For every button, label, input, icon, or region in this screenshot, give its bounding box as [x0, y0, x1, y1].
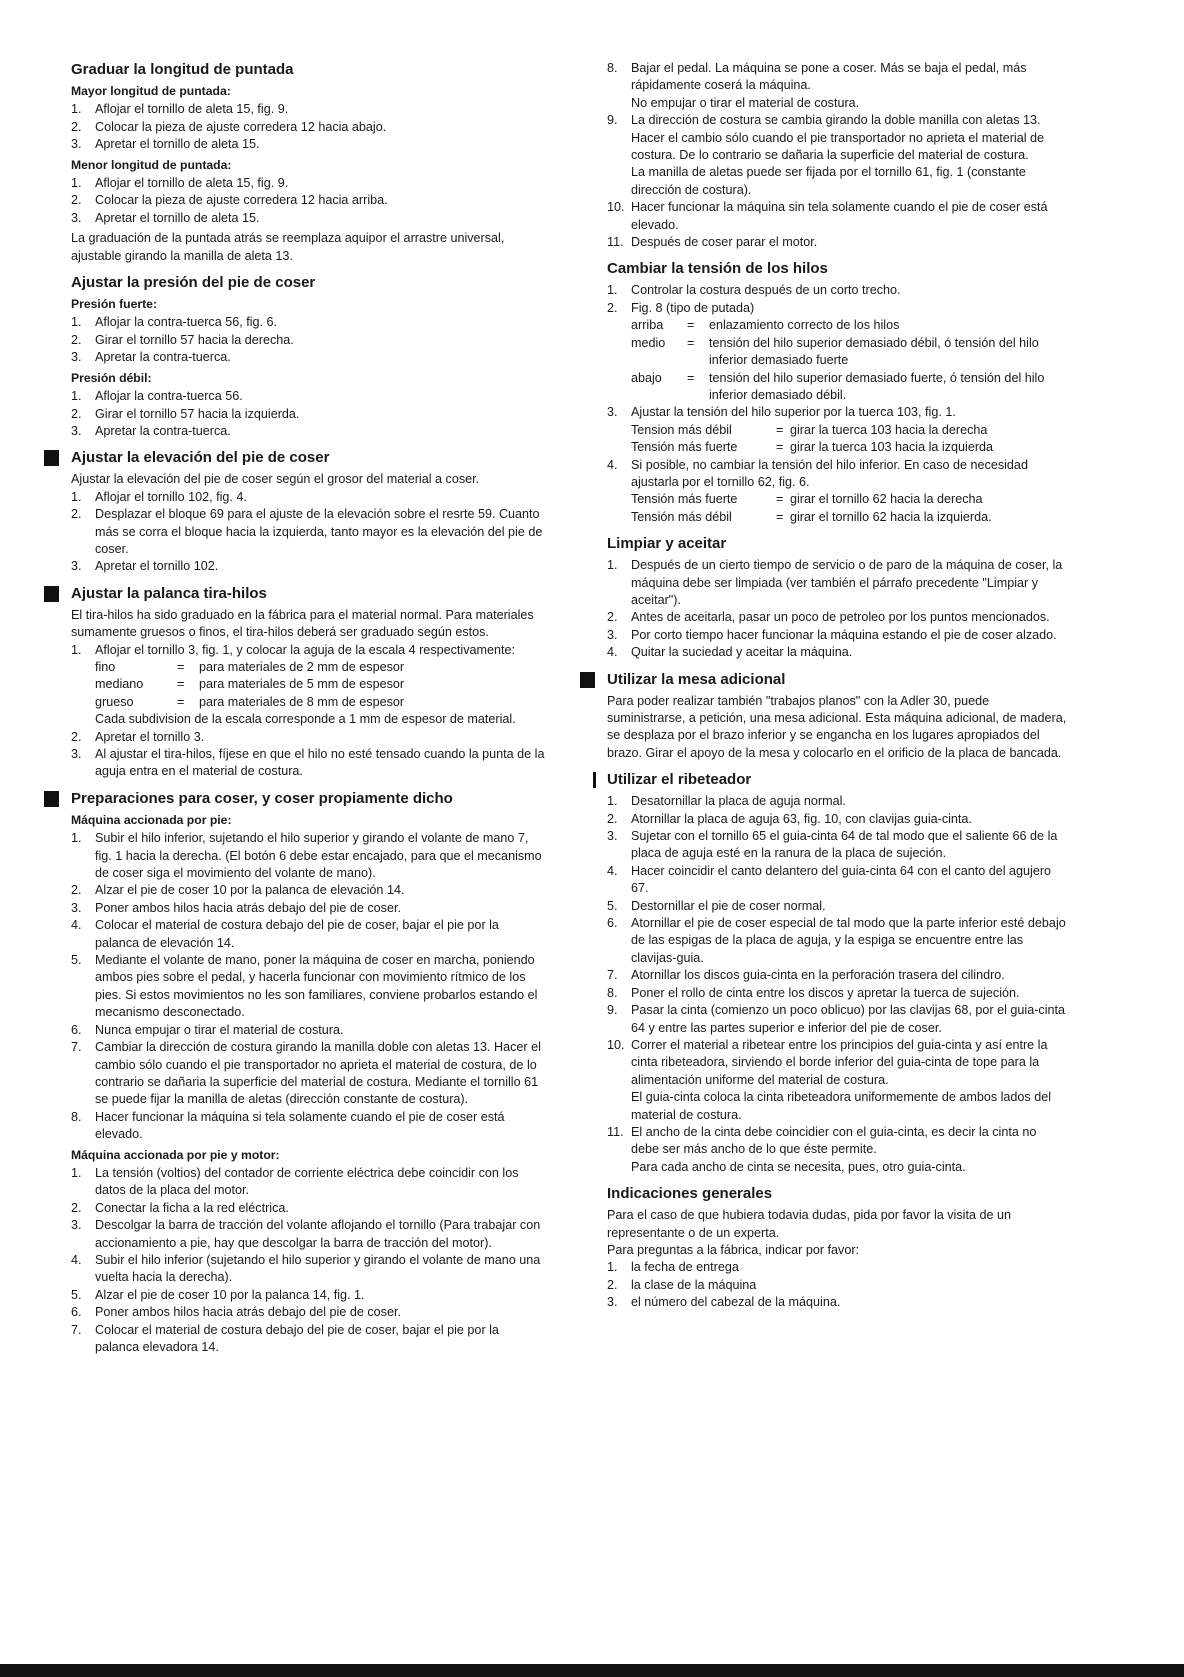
paragraph: Ajustar la elevación del pie de coser según el grosor del material a coser.	[71, 472, 480, 487]
list-item: 2. Conectar la ficha a la red eléctrica.	[71, 1200, 289, 1215]
section-thread-tension	[607, 259, 1067, 526]
tension-row: abajo = tensión del hilo superior demasiado fuerte, ó tensión del hilo inferior demasiado débil.	[631, 370, 1045, 402]
section-title: Indicaciones generales	[607, 1185, 773, 1203]
left-column	[71, 60, 546, 1364]
scale-row: mediano = para materiales de 5 mm de espesor	[95, 677, 405, 692]
list-item: 2. Fig. 8 (tipo de putada) arriba = enlazamiento correcto de los hilos medio = tensión del hilo superior demasiado débil, ó tensión del hilo inferior demasiado fuerte abajo = tensión del hilo superior demasiado fuerte, ó tensión del hilo inferior demasiado débil.	[607, 300, 1067, 404]
list-item: 2. Apretar el tornillo 3.	[71, 729, 205, 744]
list-item: 10. Hacer funcionar la máquina sin tela solamente cuando el pie de coser está elevado.	[607, 200, 1048, 232]
list-item: 3. Al ajustar el tira-hilos, fíjese en que el hilo no esté tensado cuando la punta de la aguja entra en el material de costura.	[71, 747, 545, 779]
list-item: 4. Quitar la suciedad y aceitar la máquina.	[607, 645, 853, 660]
list-item: 7. Cambiar la dirección de costura girando la manilla doble con aletas 13. Hacer el cambio sólo cuando el pie transportador no aprieta el material de costura, de lo contrario se dañaria la superficie del material de costura. Mediante el tornillo 61 se puede fijar la manilla de aletas (dirección constante de costura).	[71, 1040, 541, 1107]
steps-list	[71, 314, 546, 366]
section-cleaning	[607, 534, 1067, 661]
steps-list	[71, 830, 546, 1143]
section-title: Limpiar y aceitar	[607, 535, 727, 553]
tension-row: arriba = enlazamiento correcto de los hilos	[631, 318, 900, 333]
section-title: Preparaciones para coser, y coser propiamente dicho	[71, 789, 546, 808]
list-item: 4. Colocar el material de costura debajo del pie de coser, bajar el pie por la palanca de elevación 14.	[71, 918, 499, 950]
tension-row: Tensión más fuerte = girar la tuerca 103 hacia la izquierda	[631, 440, 994, 455]
list-item: 7. Colocar el material de costura debajo del pie de coser, bajar el pie por la palanca elevadora 14.	[71, 1322, 499, 1354]
list-item: 5. Alzar el pie de coser 10 por la palanca 14, fig. 1.	[71, 1287, 365, 1302]
list-item: 11. Después de coser parar el motor.	[607, 235, 818, 250]
tension-row: Tensión más débil = girar el tornillo 62 hacia la izquierda.	[631, 509, 992, 524]
tension-row: Tension más débil = girar la tuerca 103 hacia la derecha	[631, 422, 988, 437]
section-title: Ajustar la elevación del pie de coser	[71, 448, 546, 467]
list-item: 8. Poner el rollo de cinta entre los discos y apretar la tuerca de sujeción.	[607, 985, 1020, 1000]
section-binder	[607, 770, 1067, 1176]
list-item: 3. Apretar el tornillo de aleta 15.	[71, 137, 260, 152]
list-item: 2. Colocar la pieza de ajuste corredera 12 hacia abajo.	[71, 119, 387, 134]
section-preparation	[71, 789, 546, 1357]
section-presser-lift	[71, 448, 546, 575]
right-column	[607, 60, 1067, 1320]
section-general	[607, 1184, 1067, 1311]
section-presser-pressure	[71, 273, 546, 440]
list-item: 3. Por corto tiempo hacer funcionar la máquina estando el pie de coser alzado.	[607, 627, 1057, 642]
paragraph: Para el caso de que hubiera todavia dudas, pida por favor la visita de un representante o de un experta.	[607, 1208, 1011, 1240]
list-item: 9. Pasar la cinta (comienzo un poco oblicuo) por las clavijas 68, por el guia-cinta 64 y entre las partes superior e inferior del pie de coser.	[607, 1003, 1066, 1035]
list-item: 8. Bajar el pedal. La máquina se pone a coser. Más se baja el pedal, más rápidamente coserá la máquina. No empujar o tirar el material de costura.	[607, 61, 1027, 110]
list-item: 1. Después de un cierto tiempo de servicio o de paro de la máquina de coser, la máquina debe ser limpiada (ver también el párrafo precedente "Limpiar y aceitar").	[607, 558, 1063, 607]
list-item: 2. Alzar el pie de coser 10 por la palanca de elevación 14.	[71, 883, 405, 898]
list-item: 1. La tensión (voltios) del contador de corriente eléctrica debe coincidir con los datos de la placa del motor.	[71, 1165, 519, 1198]
scale-row: fino = para materiales de 2 mm de espesor	[95, 659, 405, 674]
list-item: 6. Nunca empujar o tirar el material de costura.	[71, 1022, 344, 1037]
list-item: 3. Descolgar la barra de tracción del volante aflojando el tornillo (Para trabajar con accionamiento a pie, hay que descolgar la barra de tracción del motor).	[71, 1218, 541, 1250]
list-item: 2. Desplazar el bloque 69 para el ajuste de la elevación sobre el resrte 59. Cuanto más se corra el bloque hacia la izquierda, tanto mayor es la elevación del pie de coser.	[71, 507, 543, 556]
list-item: 3. Apretar la contra-tuerca.	[71, 350, 231, 365]
steps-list	[71, 1165, 546, 1356]
list-item: 1. Aflojar la contra-tuerca 56, fig. 6.	[71, 315, 278, 330]
list-item: 3. Poner ambos hilos hacia atrás debajo del pie de coser.	[71, 900, 401, 915]
steps-list	[607, 1259, 1067, 1311]
bottom-edge-bar	[0, 1664, 1184, 1677]
list-item: 4. Subir el hilo inferior (sujetando el hilo superior y girando el volante de mano una vuelta hacia la derecha).	[71, 1252, 541, 1285]
steps-list	[607, 60, 1067, 251]
list-item: 3. Apretar el tornillo 102.	[71, 559, 219, 574]
list-item: 3. el número del cabezal de la máquina.	[607, 1295, 841, 1310]
list-item: 1. Controlar la costura después de un corto trecho.	[607, 283, 901, 298]
list-item: 6. Atornillar el pie de coser especial de tal modo que la parte inferior esté debajo de las espigas de la placa de aguja, y la espiga se encuentre entre las clavijas-guia.	[607, 916, 1066, 965]
section-title: Ajustar la presión del pie de coser	[71, 274, 316, 292]
tension-row: medio = tensión del hilo superior demasiado débil, ó tensión del hilo inferior demasiado fuerte	[631, 335, 1039, 368]
subheading: Presión fuerte:	[71, 297, 158, 312]
subheading: Máquina accionada por pie y motor:	[71, 1147, 280, 1162]
list-item: 2. Girar el tornillo 57 hacia la derecha.	[71, 332, 294, 347]
subheading: Presión débil:	[71, 370, 152, 385]
steps-list	[71, 101, 546, 153]
list-item: 2. Girar el tornillo 57 hacia la izquierda.	[71, 406, 300, 421]
section-title: Utilizar la mesa adicional	[607, 670, 1067, 689]
list-item: 2. Atornillar la placa de aguja 63, fig. 10, con clavijas guia-cinta.	[607, 811, 972, 826]
steps-list	[71, 489, 546, 576]
list-item: 1. Aflojar el tornillo 102, fig. 4.	[71, 489, 247, 504]
subheading: Máquina accionada por pie:	[71, 812, 232, 827]
steps-list	[607, 793, 1067, 1176]
list-item: 3. Apretar el tornillo de aleta 15.	[71, 210, 260, 225]
tension-row: Tensión más fuerte = girar el tornillo 62 hacia la derecha	[631, 492, 983, 507]
list-item: 2. Colocar la pieza de ajuste corredera 12 hacia arriba.	[71, 193, 388, 208]
list-item: 1. la fecha de entrega	[607, 1260, 739, 1275]
paragraph: Para poder realizar también "trabajos planos" con la Adler 30, puede suministrarse, a petición, una mesa adicional. Esta máquina adicional, de madera, se desplaza por el brazo inferior y se engancha en los lugares apropiados del brazo. Girar el apoyo de la mesa y colocarlo en el orificio de la placa de bancada.	[607, 693, 1067, 760]
list-item: 3. Sujetar con el tornillo 65 el guia-cinta 64 de tal modo que el saliente 66 de la placa de aguja esté en la ranura de la placa de sujeción.	[607, 829, 1058, 861]
steps-list	[71, 388, 546, 440]
list-item: 2. Antes de aceitarla, pasar un poco de petroleo por los puntos mencionados.	[607, 610, 1050, 625]
list-item: 1. Aflojar la contra-tuerca 56.	[71, 389, 243, 404]
steps-list	[71, 642, 546, 781]
section-continuation	[607, 60, 1067, 251]
paragraph: Para preguntas a la fábrica, indicar por favor:	[607, 1242, 860, 1257]
subheading: Mayor longitud de puntada:	[71, 84, 231, 98]
list-item: 5. Destornillar el pie de coser normal.	[607, 898, 826, 913]
section-title: Graduar la longitud de puntada	[71, 61, 294, 78]
list-item: 1. Aflojar el tornillo de aleta 15, fig. 9.	[71, 102, 289, 117]
list-item: 9. La dirección de costura se cambia girando la doble manilla con aletas 13. Hacer el cambio sólo cuando el pie transportador no aprieta el material de costura. De lo contrario se dañaria la superficie del material de costura. La manilla de aletas puede ser fijada por el tornillo 61, fig. 1 (constante dirección de costura).	[607, 113, 1045, 197]
list-item: 1. Subir el hilo inferior, sujetando el hilo superior y girando el volante de mano 7, fig. 1 hacia la derecha. (El botón 6 debe estar encajado, para que el mecanismo de coser siga el movimiento del volante de mano).	[71, 831, 542, 881]
list-item: 3. Apretar la contra-tuerca.	[71, 423, 231, 438]
section-title: Ajustar la palanca tira-hilos	[71, 584, 546, 603]
steps-list	[607, 557, 1067, 661]
list-item: 4. Hacer coincidir el canto delantero del guia-cinta 64 con el canto del agujero 67.	[607, 863, 1052, 896]
section-extra-table	[607, 670, 1067, 763]
section-title: Utilizar el ribeteador	[607, 770, 1067, 789]
list-item: 11. El ancho de la cinta debe coincidier con el guia-cinta, es decir la cinta no debe ser más ancho de lo que éste permite. Para cada ancho de cinta se necesita, pues, otro guia-cinta.	[607, 1124, 1037, 1174]
paragraph: La graduación de la puntada atrás se reemplaza aquipor el arrastre universal, ajustable girando la manilla de aleta 13.	[71, 231, 505, 263]
list-item: 2. la clase de la máquina	[607, 1277, 757, 1292]
list-item: 1. Aflojar el tornillo de aleta 15, fig. 9.	[71, 176, 289, 191]
list-item: 1. Desatornillar la placa de aguja normal.	[607, 794, 846, 809]
list-item: 5. Mediante el volante de mano, poner la máquina de coser en marcha, poniendo ambos pies sobre el pedal, y hacerla funcionar con movimiento rítmico de los pies. Si estos movimientos no les son familiares, conviene probarlos estando el mecanismo desconectado.	[71, 953, 538, 1020]
list-item: 3. Ajustar la tensión del hilo superior por la tuerca 103, fig. 1. Tension más débil = girar la tuerca 103 hacia la derecha Tensión más fuerte = girar la tuerca 103 hacia la izquierda	[607, 404, 1067, 456]
scale-row: grueso = para materiales de 8 mm de espesor	[95, 694, 405, 709]
section-title: Cambiar la tensión de los hilos	[607, 260, 828, 278]
steps-list	[71, 175, 546, 227]
list-item: 1. Aflojar el tornillo 3, fig. 1, y colocar la aguja de la escala 4 respectivamente: fino = para materiales de 2 mm de espesor mediano = para materiales de 5 mm de espesor grueso = para materiales de 8 mm de espesor Cada subdivision de la escala corresponde a 1 mm de espesor de material.	[71, 642, 546, 729]
list-item: 8. Hacer funcionar la máquina si tela solamente cuando el pie de coser está elevado.	[71, 1109, 505, 1142]
steps-list	[607, 282, 1067, 526]
section-thread-lever	[71, 584, 546, 781]
list-item: 6. Poner ambos hilos hacia atrás debajo del pie de coser.	[71, 1305, 401, 1320]
list-item: 10. Correr el material a ribetear entre los principios del guia-cinta y así entre la cinta ribeteadora, sirviendo el borde inferior del guia-cinta de tope para la alimentación uniforme del material de costura. El guia-cinta coloca la cinta ribeteadora uniformemente de ambos lados del material de costura.	[607, 1037, 1052, 1122]
list-item: 7. Atornillar los discos guia-cinta en la perforación trasera del cilindro.	[607, 968, 1005, 983]
list-item: 4. Si posible, no cambiar la tensión del hilo inferior. En caso de necesidad ajustarla por el tornillo 62, fig. 6. Tensión más fuerte = girar el tornillo 62 hacia la derecha Tensión más débil = girar el tornillo 62 hacia la izquierda.	[607, 457, 1067, 527]
section-stitch-length	[71, 60, 546, 265]
paragraph: El tira-hilos ha sido graduado en la fábrica para el material normal. Para materiales sumamente gruesos o finos, el tira-hilos deberá ser graduado según estos.	[71, 607, 534, 640]
subheading: Menor longitud de puntada:	[71, 157, 232, 172]
